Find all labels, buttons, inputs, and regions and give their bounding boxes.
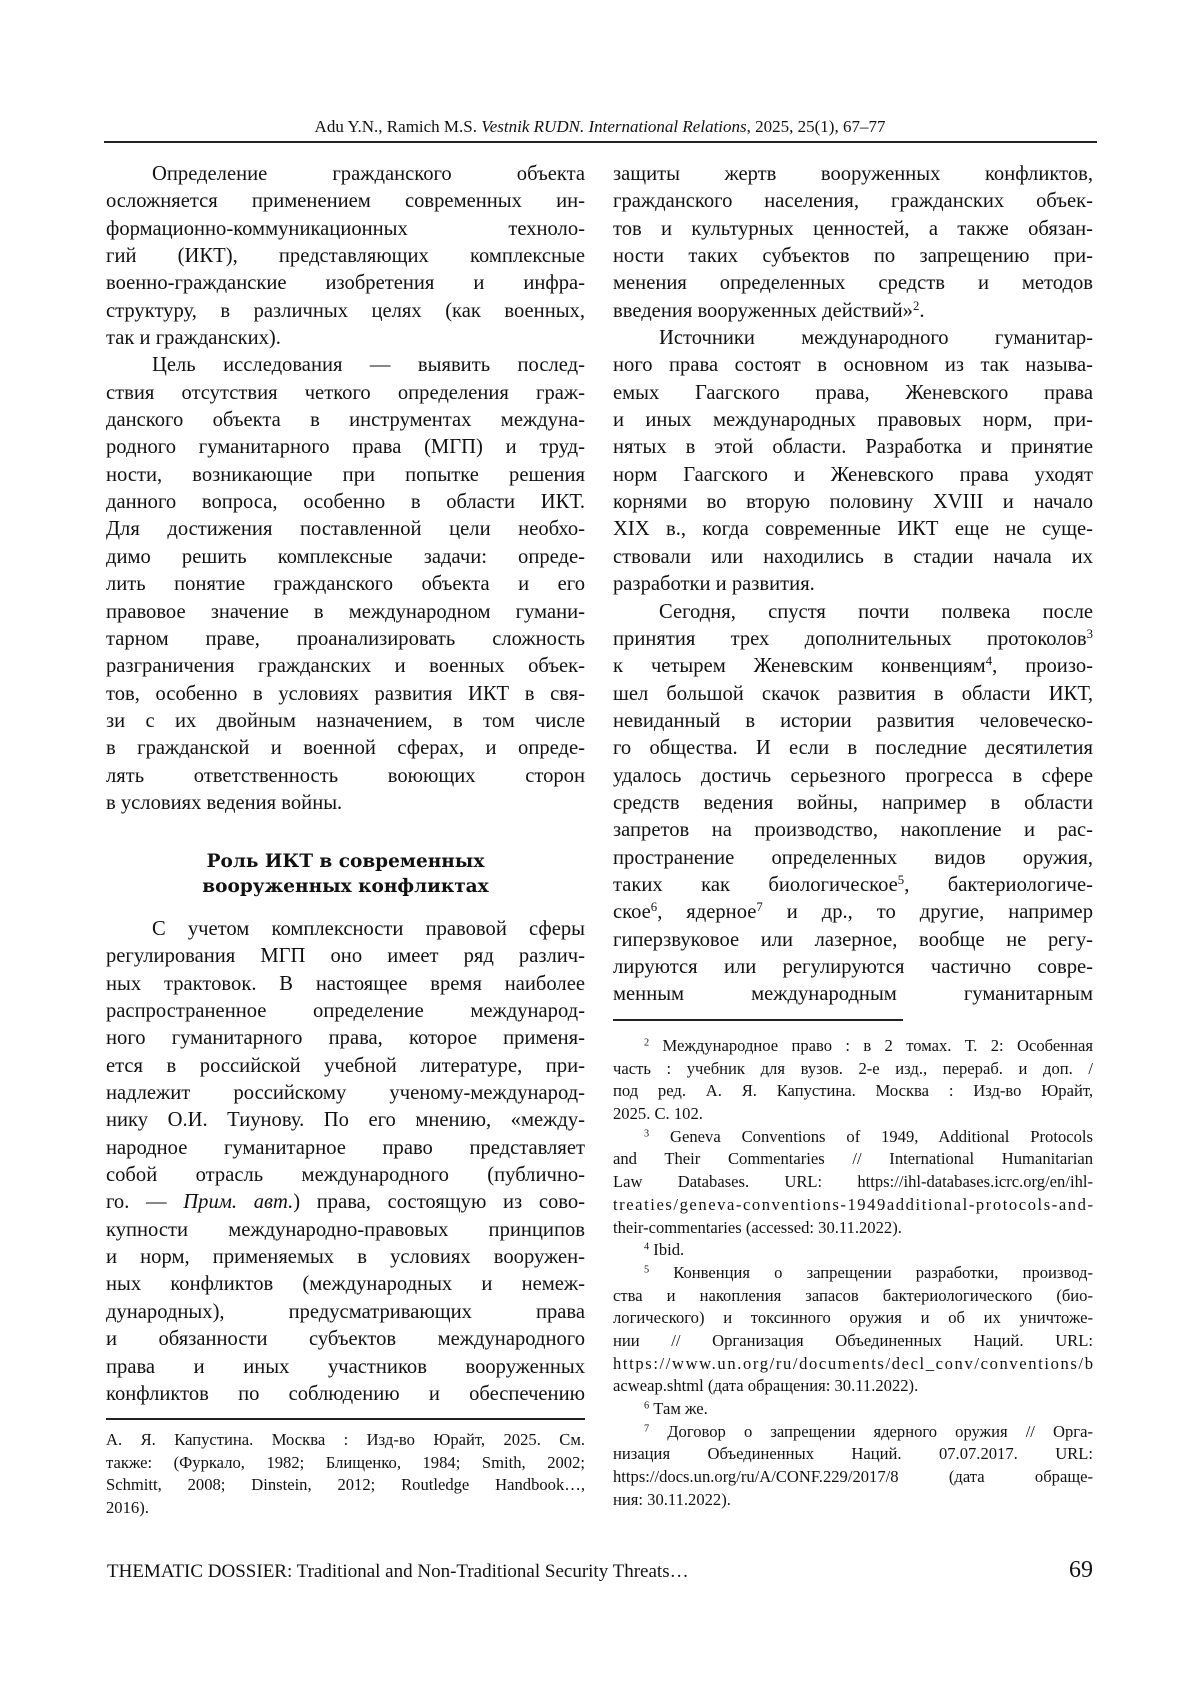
text-line bbox=[106, 516, 585, 543]
text-line bbox=[106, 270, 585, 297]
text-segment: Договор о запрещении ядерного оружия // Орга- bbox=[649, 1422, 1093, 1441]
text-line bbox=[106, 1354, 585, 1381]
text-segment: and Their Commentaries // International Humanitarian bbox=[613, 1149, 1093, 1168]
running-header bbox=[0, 116, 1200, 138]
footnote-line bbox=[106, 1497, 585, 1520]
text-line bbox=[106, 352, 585, 379]
text-line bbox=[613, 489, 1093, 516]
text-line bbox=[106, 161, 585, 188]
footnote-line bbox=[613, 1421, 1093, 1444]
text-segment: ного гуманитарного права, которое применя- bbox=[106, 1027, 585, 1049]
text-segment: А. Я. Капустина. Москва : Изд-во Юрайт, 2025. См. bbox=[106, 1430, 585, 1449]
text-segment: в условиях ведения войны. bbox=[106, 792, 342, 814]
text-segment: корнями во вторую половину XVIII и начало bbox=[613, 491, 1093, 513]
text-segment: . bbox=[919, 300, 924, 322]
text-line bbox=[613, 407, 1093, 434]
text-segment: Ibid. bbox=[649, 1240, 684, 1259]
text-line bbox=[106, 298, 585, 325]
text-line bbox=[613, 954, 1093, 981]
text-segment: XIX в., когда современные ИКТ еще не суще- bbox=[613, 518, 1093, 540]
text-line bbox=[613, 270, 1093, 297]
paragraph bbox=[106, 352, 585, 817]
text-line bbox=[613, 380, 1093, 407]
text-segment: го. — bbox=[106, 1191, 183, 1213]
text-segment: ) права, состоящую из сово- bbox=[293, 1191, 585, 1213]
text-segment: разработки и развития. bbox=[613, 573, 815, 595]
text-segment: формационно-коммуникационных техноло- bbox=[106, 218, 585, 240]
text-line bbox=[106, 434, 585, 461]
text-line bbox=[613, 571, 1093, 598]
text-line bbox=[613, 681, 1093, 708]
text-segment: распространенное определение международ- bbox=[106, 1000, 585, 1022]
text-line bbox=[106, 653, 585, 680]
text-segment: ного права состоят в основном из так называ- bbox=[613, 354, 1093, 376]
footnote-marker: 7 bbox=[644, 1423, 649, 1434]
text-segment: тов и культурных ценностей, а также обязан- bbox=[613, 218, 1093, 240]
text-segment: защиты жертв вооруженных конфликтов, bbox=[613, 163, 1093, 185]
paragraph bbox=[106, 161, 585, 352]
text-line bbox=[613, 981, 1093, 1008]
text-line bbox=[613, 599, 1093, 626]
footnote-line bbox=[613, 1307, 1093, 1330]
text-line bbox=[613, 325, 1093, 352]
text-line bbox=[613, 626, 1093, 653]
text-line bbox=[106, 626, 585, 653]
footnote-line bbox=[613, 1148, 1093, 1171]
footnote-line bbox=[613, 1058, 1093, 1081]
footnote bbox=[613, 1035, 1093, 1126]
footnote-line bbox=[613, 1217, 1093, 1240]
text-line bbox=[613, 763, 1093, 790]
text-segment: норм Гаагского и Женевского права уходят bbox=[613, 464, 1093, 486]
text-line bbox=[106, 243, 585, 270]
text-segment: https://www.un.org/ru/documents/decl_conv/conventions/b bbox=[613, 1354, 1095, 1373]
footnote-marker: 4 bbox=[986, 654, 992, 668]
footnote-marker: 6 bbox=[644, 1400, 649, 1411]
text-segment: тарном праве, проанализировать сложность bbox=[106, 628, 585, 650]
text-line bbox=[106, 1326, 585, 1353]
text-segment: гиперзвуковое или лазерное, вообще не регу- bbox=[613, 929, 1093, 951]
text-line bbox=[106, 407, 585, 434]
text-line bbox=[613, 653, 1093, 680]
text-segment: народное гуманитарное право представляет bbox=[106, 1137, 585, 1159]
footnote-line bbox=[613, 1353, 1093, 1376]
section-heading bbox=[106, 849, 585, 899]
footnote-marker: 2 bbox=[644, 1037, 649, 1048]
text-segment: к четырем Женевским конвенциям bbox=[613, 655, 986, 677]
text-segment: низация Объединенных Наций. 07.07.2017. URL: bbox=[613, 1444, 1093, 1463]
footnote-line bbox=[613, 1466, 1093, 1489]
footnote-line bbox=[613, 1035, 1093, 1058]
text-line bbox=[106, 1299, 585, 1326]
footnote-line bbox=[106, 1429, 585, 1452]
text-line bbox=[106, 1135, 585, 1162]
right-column-footnotes bbox=[613, 1035, 1093, 1511]
text-segment: в гражданской и военной сферах, и опреде- bbox=[106, 737, 585, 759]
text-line bbox=[106, 971, 585, 998]
text-line bbox=[106, 763, 585, 790]
paragraph bbox=[613, 325, 1093, 598]
text-segment: ется в российской учебной литературе, при- bbox=[106, 1055, 585, 1077]
right-column-body bbox=[613, 161, 1093, 1009]
footnote-line bbox=[613, 1262, 1093, 1285]
text-segment: нику О.И. Тиунову. По его мнению, «между- bbox=[106, 1109, 585, 1131]
text-line bbox=[106, 1189, 585, 1216]
text-segment: their-commentaries (accessed: 30.11.2022). bbox=[613, 1218, 902, 1237]
text-segment: лируются или регулируются частично совре- bbox=[613, 956, 1093, 978]
text-segment: , произо- bbox=[992, 655, 1093, 677]
text-segment: Цель исследования — выявить послед- bbox=[152, 354, 585, 376]
footnote-line bbox=[106, 1474, 585, 1497]
section-heading-line: вооруженных конфликтах bbox=[106, 874, 585, 899]
text-segment: зи с их двойным назначением, в том числе bbox=[106, 710, 585, 732]
paragraph bbox=[106, 916, 585, 1408]
text-segment: шел большой скачок развития в области ИКТ, bbox=[613, 683, 1093, 705]
text-segment: средств ведения войны, например в области bbox=[613, 792, 1093, 814]
text-line bbox=[106, 681, 585, 708]
text-segment: и др., то другие, например bbox=[763, 901, 1093, 923]
text-line bbox=[106, 544, 585, 571]
footnote-marker: 5 bbox=[644, 1264, 649, 1275]
text-segment: Для достижения поставленной цели необхо- bbox=[106, 518, 585, 540]
text-line bbox=[613, 188, 1093, 215]
text-segment: Сегодня, спустя почти полвека после bbox=[659, 601, 1093, 623]
text-segment: осложняется применением современных ин- bbox=[106, 190, 585, 212]
text-segment: данного вопроса, особенно в области ИКТ. bbox=[106, 491, 585, 513]
left-column-body-top bbox=[106, 161, 585, 817]
footnote bbox=[613, 1421, 1093, 1512]
header-rule bbox=[104, 141, 1097, 143]
text-segment: и иных международных правовых норм, при- bbox=[613, 409, 1093, 431]
text-line bbox=[106, 462, 585, 489]
text-segment: Geneva Conventions of 1949, Additional Protocols bbox=[649, 1127, 1093, 1146]
footnote-marker: 3 bbox=[644, 1128, 649, 1139]
text-line bbox=[613, 352, 1093, 379]
text-line bbox=[106, 1107, 585, 1134]
text-segment: 2016). bbox=[106, 1498, 149, 1517]
footnote-line bbox=[613, 1398, 1093, 1421]
text-line bbox=[613, 735, 1093, 762]
text-segment: нятых в этой области. Разработка и принятие bbox=[613, 436, 1093, 458]
header-authors: Adu Y.N., Ramich M.S. bbox=[315, 117, 482, 136]
text-line bbox=[106, 1271, 585, 1298]
text-segment: и норм, применяемых в условиях вооружен- bbox=[106, 1246, 585, 1268]
left-column-footnotes bbox=[106, 1429, 585, 1520]
text-line bbox=[613, 243, 1093, 270]
text-line bbox=[106, 489, 585, 516]
footnote bbox=[613, 1239, 1093, 1262]
text-segment: гий (ИКТ), представляющих комплексные bbox=[106, 245, 585, 267]
text-segment: ных конфликтов (международных и немеж- bbox=[106, 1273, 585, 1295]
footnote-line bbox=[613, 1239, 1093, 1262]
text-segment: ности таких субъектов по запрещению при- bbox=[613, 245, 1093, 267]
text-segment: родного гуманитарного права (МГП) и труд- bbox=[106, 436, 585, 458]
text-line bbox=[106, 790, 585, 817]
text-segment: регулирования МГП оно имеет ряд различ- bbox=[106, 945, 585, 967]
text-segment: под ред. А. Я. Капустина. Москва : Изд-во Юрайт, bbox=[613, 1081, 1093, 1100]
text-segment: конфликтов по соблюдению и обеспечению bbox=[106, 1383, 585, 1405]
text-line bbox=[613, 298, 1093, 325]
text-line bbox=[613, 516, 1093, 543]
footnote bbox=[613, 1262, 1093, 1398]
footnote-line bbox=[613, 1194, 1093, 1217]
text-line bbox=[106, 708, 585, 735]
left-footnote-rule bbox=[106, 1418, 585, 1420]
footnote bbox=[106, 1429, 585, 1520]
text-line bbox=[106, 1080, 585, 1107]
header-journal: Vestnik RUDN. International Relations bbox=[481, 117, 746, 136]
header-details: , 2025, 25(1), 67–77 bbox=[747, 117, 886, 136]
text-line bbox=[106, 1381, 585, 1408]
right-footnote-rule bbox=[613, 1019, 903, 1021]
footnote-marker: 4 bbox=[644, 1242, 649, 1253]
text-segment: правовое значение в международном гумани- bbox=[106, 601, 585, 623]
footnote-line bbox=[106, 1452, 585, 1475]
text-line bbox=[613, 161, 1093, 188]
text-segment: Там же. bbox=[649, 1399, 708, 1418]
italic-text: Прим. авт. bbox=[183, 1191, 293, 1213]
footnote-line bbox=[613, 1443, 1093, 1466]
text-segment: лять ответственность воюющих сторон bbox=[106, 765, 585, 787]
text-segment: го общества. И если в последние десятилетия bbox=[613, 737, 1093, 759]
text-segment: пространение определенных видов оружия, bbox=[613, 847, 1093, 869]
text-line bbox=[106, 943, 585, 970]
text-segment: Law Databases. URL: https://ihl-databases.icrc.org/en/ihl- bbox=[613, 1172, 1093, 1191]
text-segment: разграничения гражданских и военных объек- bbox=[106, 655, 585, 677]
text-line bbox=[106, 1217, 585, 1244]
paragraph bbox=[613, 599, 1093, 1009]
text-segment: менения определенных средств и методов bbox=[613, 272, 1093, 294]
footer-section-title: THEMATIC DOSSIER: Traditional and Non-Traditional Security Threats… bbox=[107, 1560, 689, 1584]
footnote-line bbox=[613, 1126, 1093, 1149]
text-segment: купности международно-правовых принципов bbox=[106, 1219, 585, 1241]
footnote-marker: 5 bbox=[898, 873, 904, 887]
footnote-line bbox=[613, 1330, 1093, 1353]
text-segment: удалось достичь серьезного прогресса в сфере bbox=[613, 765, 1093, 787]
text-line bbox=[106, 1053, 585, 1080]
text-line bbox=[106, 571, 585, 598]
text-segment: treaties/geneva-conventions-1949additional-protocols-and- bbox=[613, 1195, 1095, 1214]
text-segment: запретов на производство, накопление и рас- bbox=[613, 819, 1093, 841]
text-segment: https://docs.un.org/ru/A/CONF.229/2017/8 (дата обраще- bbox=[613, 1467, 1093, 1486]
footnote-marker: 7 bbox=[756, 900, 762, 914]
text-segment: так и гражданских). bbox=[106, 327, 281, 349]
text-segment: менным международным гуманитарным bbox=[613, 983, 1093, 1005]
text-line bbox=[106, 216, 585, 243]
footnote bbox=[613, 1126, 1093, 1239]
left-column-body-bottom bbox=[106, 916, 585, 1408]
text-segment: гражданского населения, гражданских объек- bbox=[613, 190, 1093, 212]
text-segment: надлежит российскому ученому-международ- bbox=[106, 1082, 585, 1104]
text-line bbox=[613, 872, 1093, 899]
text-segment: ствовали или находились в стадии начала их bbox=[613, 546, 1093, 568]
footnote-marker: 3 bbox=[1087, 627, 1093, 641]
text-line bbox=[106, 1025, 585, 1052]
text-segment: ства и накопления запасов бактериологического (био- bbox=[613, 1286, 1093, 1305]
text-line bbox=[613, 216, 1093, 243]
text-segment: С учетом комплексности правовой сферы bbox=[152, 918, 585, 940]
text-segment: Определение гражданского объекта bbox=[152, 163, 585, 185]
text-segment: данского объекта в инструментах междуна- bbox=[106, 409, 585, 431]
text-segment: лить понятие гражданского объекта и его bbox=[106, 573, 585, 595]
text-segment: дународных), предусматривающих права bbox=[106, 1301, 585, 1323]
text-segment: , бактериологиче- bbox=[904, 874, 1093, 896]
text-segment: ское bbox=[613, 901, 651, 923]
text-segment: Конвенция о запрещении разработки, производ- bbox=[649, 1263, 1093, 1282]
footnote-line bbox=[613, 1171, 1093, 1194]
text-segment: , ядерное bbox=[657, 901, 756, 923]
text-segment: Международное право : в 2 томах. Т. 2: Особенная bbox=[649, 1036, 1093, 1055]
text-segment: военно-гражданские изобретения и инфра- bbox=[106, 272, 585, 294]
text-segment: таких как биологическое bbox=[613, 874, 898, 896]
text-segment: тов, особенно в условиях развития ИКТ в свя- bbox=[106, 683, 585, 705]
text-segment: и обязанности субъектов международного bbox=[106, 1328, 585, 1350]
text-segment: также: (Фуркало, 1982; Блищенко, 1984; Smith, 2002; bbox=[106, 1453, 585, 1472]
page-number: 69 bbox=[1040, 1556, 1093, 1584]
text-line bbox=[106, 599, 585, 626]
text-segment: невиданный в истории развития человеческо- bbox=[613, 710, 1093, 732]
paragraph bbox=[613, 161, 1093, 325]
text-segment: структуру, в различных целях (как военных, bbox=[106, 300, 585, 322]
footnote-line bbox=[613, 1375, 1093, 1398]
text-line bbox=[613, 899, 1093, 926]
footnote-marker: 6 bbox=[651, 900, 657, 914]
footnote bbox=[613, 1398, 1093, 1421]
text-segment: часть : учебник для вузов. 2-е изд., перераб. и доп. / bbox=[613, 1059, 1093, 1078]
text-line bbox=[613, 544, 1093, 571]
text-line bbox=[106, 916, 585, 943]
text-line bbox=[613, 790, 1093, 817]
text-segment: ных трактовок. В настоящее время наиболее bbox=[106, 973, 585, 995]
text-line bbox=[106, 735, 585, 762]
text-segment: acweap.shtml (дата обращения: 30.11.2022). bbox=[613, 1376, 918, 1395]
footnote-line bbox=[613, 1103, 1093, 1126]
text-line bbox=[106, 1244, 585, 1271]
text-segment: 2025. С. 102. bbox=[613, 1104, 703, 1123]
text-line bbox=[106, 998, 585, 1025]
text-line bbox=[106, 188, 585, 215]
footnote-line bbox=[613, 1489, 1093, 1512]
text-segment: ности, возникающие при попытке решения bbox=[106, 464, 585, 486]
text-segment: собой отрасль международного (публично- bbox=[106, 1164, 585, 1186]
text-segment: нии // Организация Объединенных Наций. URL: bbox=[613, 1331, 1093, 1350]
text-segment: права и иных участников вооруженных bbox=[106, 1356, 585, 1378]
text-segment: димо решить комплексные задачи: опреде- bbox=[106, 546, 585, 568]
section-heading-line: Роль ИКТ в современных bbox=[106, 849, 585, 874]
text-segment: ния: 30.11.2022). bbox=[613, 1490, 731, 1509]
text-line bbox=[613, 845, 1093, 872]
text-segment: введения вооруженных действий» bbox=[613, 300, 913, 322]
text-line bbox=[613, 462, 1093, 489]
text-segment: логического) и токсинного оружия и об их уничтоже- bbox=[613, 1308, 1093, 1327]
footnote-line bbox=[613, 1285, 1093, 1308]
text-segment: емых Гаагского права, Женевского права bbox=[613, 382, 1093, 404]
text-segment: ствия отсутствия четкого определения граж- bbox=[106, 382, 585, 404]
footnote-line bbox=[613, 1080, 1093, 1103]
footnote-marker: 2 bbox=[913, 299, 919, 313]
text-line bbox=[613, 708, 1093, 735]
text-line bbox=[106, 380, 585, 407]
text-segment: Schmitt, 2008; Dinstein, 2012; Routledge Handbook…, bbox=[106, 1475, 585, 1494]
text-line bbox=[613, 927, 1093, 954]
text-line bbox=[106, 1162, 585, 1189]
text-line bbox=[613, 817, 1093, 844]
text-segment: принятия трех дополнительных протоколов bbox=[613, 628, 1087, 650]
text-line bbox=[613, 434, 1093, 461]
text-segment: Источники международного гуманитар- bbox=[659, 327, 1093, 349]
text-line bbox=[106, 325, 585, 352]
